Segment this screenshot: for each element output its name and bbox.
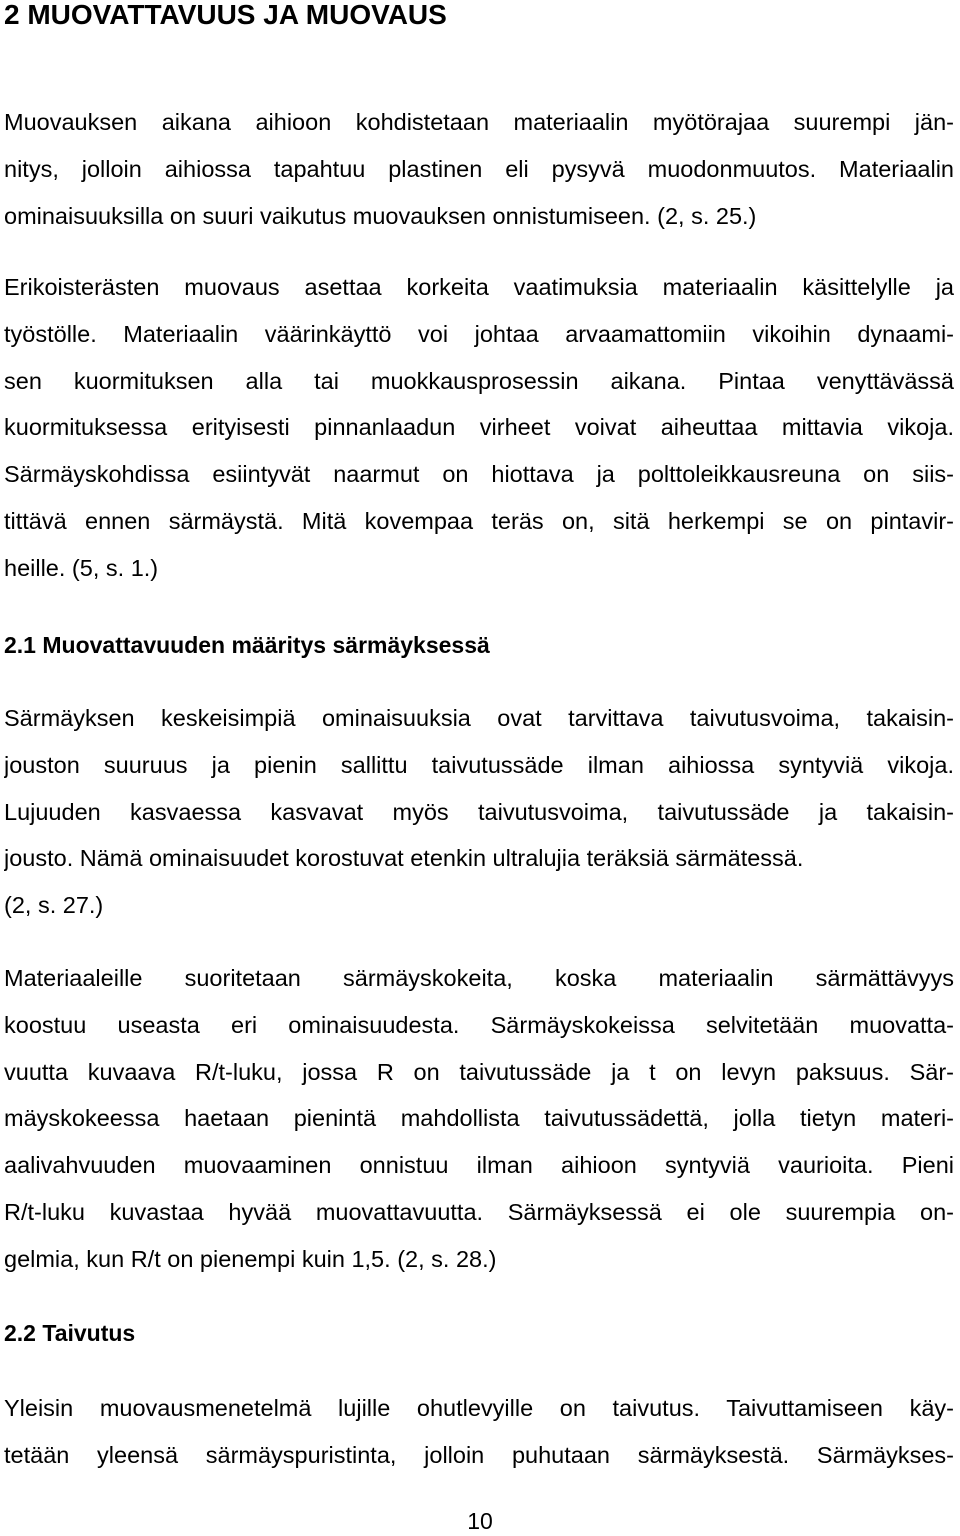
text-line: nitys, jolloin aihiossa tapahtuu plastinen eli pysyvä muodonmuutos. Materiaalin xyxy=(4,155,954,182)
text-line: heille. (5, s. 1.) xyxy=(4,554,159,581)
text-line: työstölle. Materiaalin väärinkäyttö voi johtaa arvaamattomiin vikoihin dynaami- xyxy=(4,320,954,347)
text-line: Lujuuden kasvaessa kasvavat myös taivutusvoima, taivutussäde ja takaisin- xyxy=(4,798,954,825)
text-line: (2, s. 27.) xyxy=(4,892,104,919)
subheading-2-2: 2.2 Taivutus xyxy=(4,1320,136,1346)
paragraph-4 xyxy=(4,955,954,1283)
text-line: gelmia, kun R/t on pienempi kuin 1,5. (2, s. 28.) xyxy=(4,1245,497,1272)
text-line: Yleisin muovausmenetelmä lujille ohutlevyille on taivutus. Taivuttamiseen käy- xyxy=(4,1395,954,1421)
paragraph-5 xyxy=(4,1385,954,1479)
subheading-2-1: 2.1 Muovattavuuden määritys särmäyksessä xyxy=(4,632,490,658)
text-line: koostuu useasta eri ominaisuudesta. Särmäyskokeissa selvitetään muovatta- xyxy=(4,1011,954,1038)
text-line: ominaisuuksilla on suuri vaikutus muovauksen onnistumiseen. (2, s. 25.) xyxy=(4,202,757,229)
chapter-heading: 2 MUOVATTAVUUS JA MUOVAUS xyxy=(4,0,447,30)
text-line: jousto. Nämä ominaisuudet korostuvat etenkin ultralujia teräksiä särmätessä. xyxy=(4,845,804,872)
text-line: tetään yleensä särmäyspuristinta, jolloin puhutaan särmäyksestä. Särmäykses- xyxy=(4,1441,954,1468)
text-line: vuutta kuvaava R/t-luku, jossa R on taivutussäde ja t on levyn paksuus. Sär- xyxy=(4,1058,954,1085)
paragraph-3 xyxy=(4,695,954,929)
text-line: kuormituksessa erityisesti pinnanlaadun virheet voivat aiheuttaa mittavia vikoja. xyxy=(4,414,954,441)
text-line: Materiaaleille suoritetaan särmäyskokeita, koska materiaalin särmättävyys xyxy=(4,965,954,991)
paragraph-2 xyxy=(4,264,954,592)
text-line: sen kuormituksen alla tai muokkausprosessin aikana. Pintaa venyttävässä xyxy=(4,367,954,394)
text-line: tittävä ennen särmäystä. Mitä kovempaa teräs on, sitä herkempi se on pintavir- xyxy=(4,507,954,534)
text-line: R/t-luku kuvastaa hyvää muovattavuutta. Särmäyksessä ei ole suurempia on- xyxy=(4,1198,954,1225)
paragraph-1 xyxy=(4,99,954,239)
text-line: mäyskokeessa haetaan pienintä mahdollista taivutussädettä, jolla tietyn materi- xyxy=(4,1105,954,1132)
text-line: Muovauksen aikana aihioon kohdistetaan materiaalin myötörajaa suurempi jän- xyxy=(4,109,954,135)
text-line: Särmäyksen keskeisimpiä ominaisuuksia ovat tarvittava taivutusvoima, takaisin- xyxy=(4,705,954,731)
text-line: Särmäyskohdissa esiintyvät naarmut on hiottava ja polttoleikkausreuna on siis- xyxy=(4,461,954,488)
text-line: jouston suuruus ja pienin sallittu taivutussäde ilman aihiossa syntyviä vikoja. xyxy=(4,751,954,778)
page-number: 10 xyxy=(467,1508,493,1534)
text-line: aalivahvuuden muovaaminen onnistuu ilman aihioon syntyviä vaurioita. Pieni xyxy=(4,1152,954,1179)
text-line: Erikoisterästen muovaus asettaa korkeita vaatimuksia materiaalin käsittelylle ja xyxy=(4,274,954,300)
